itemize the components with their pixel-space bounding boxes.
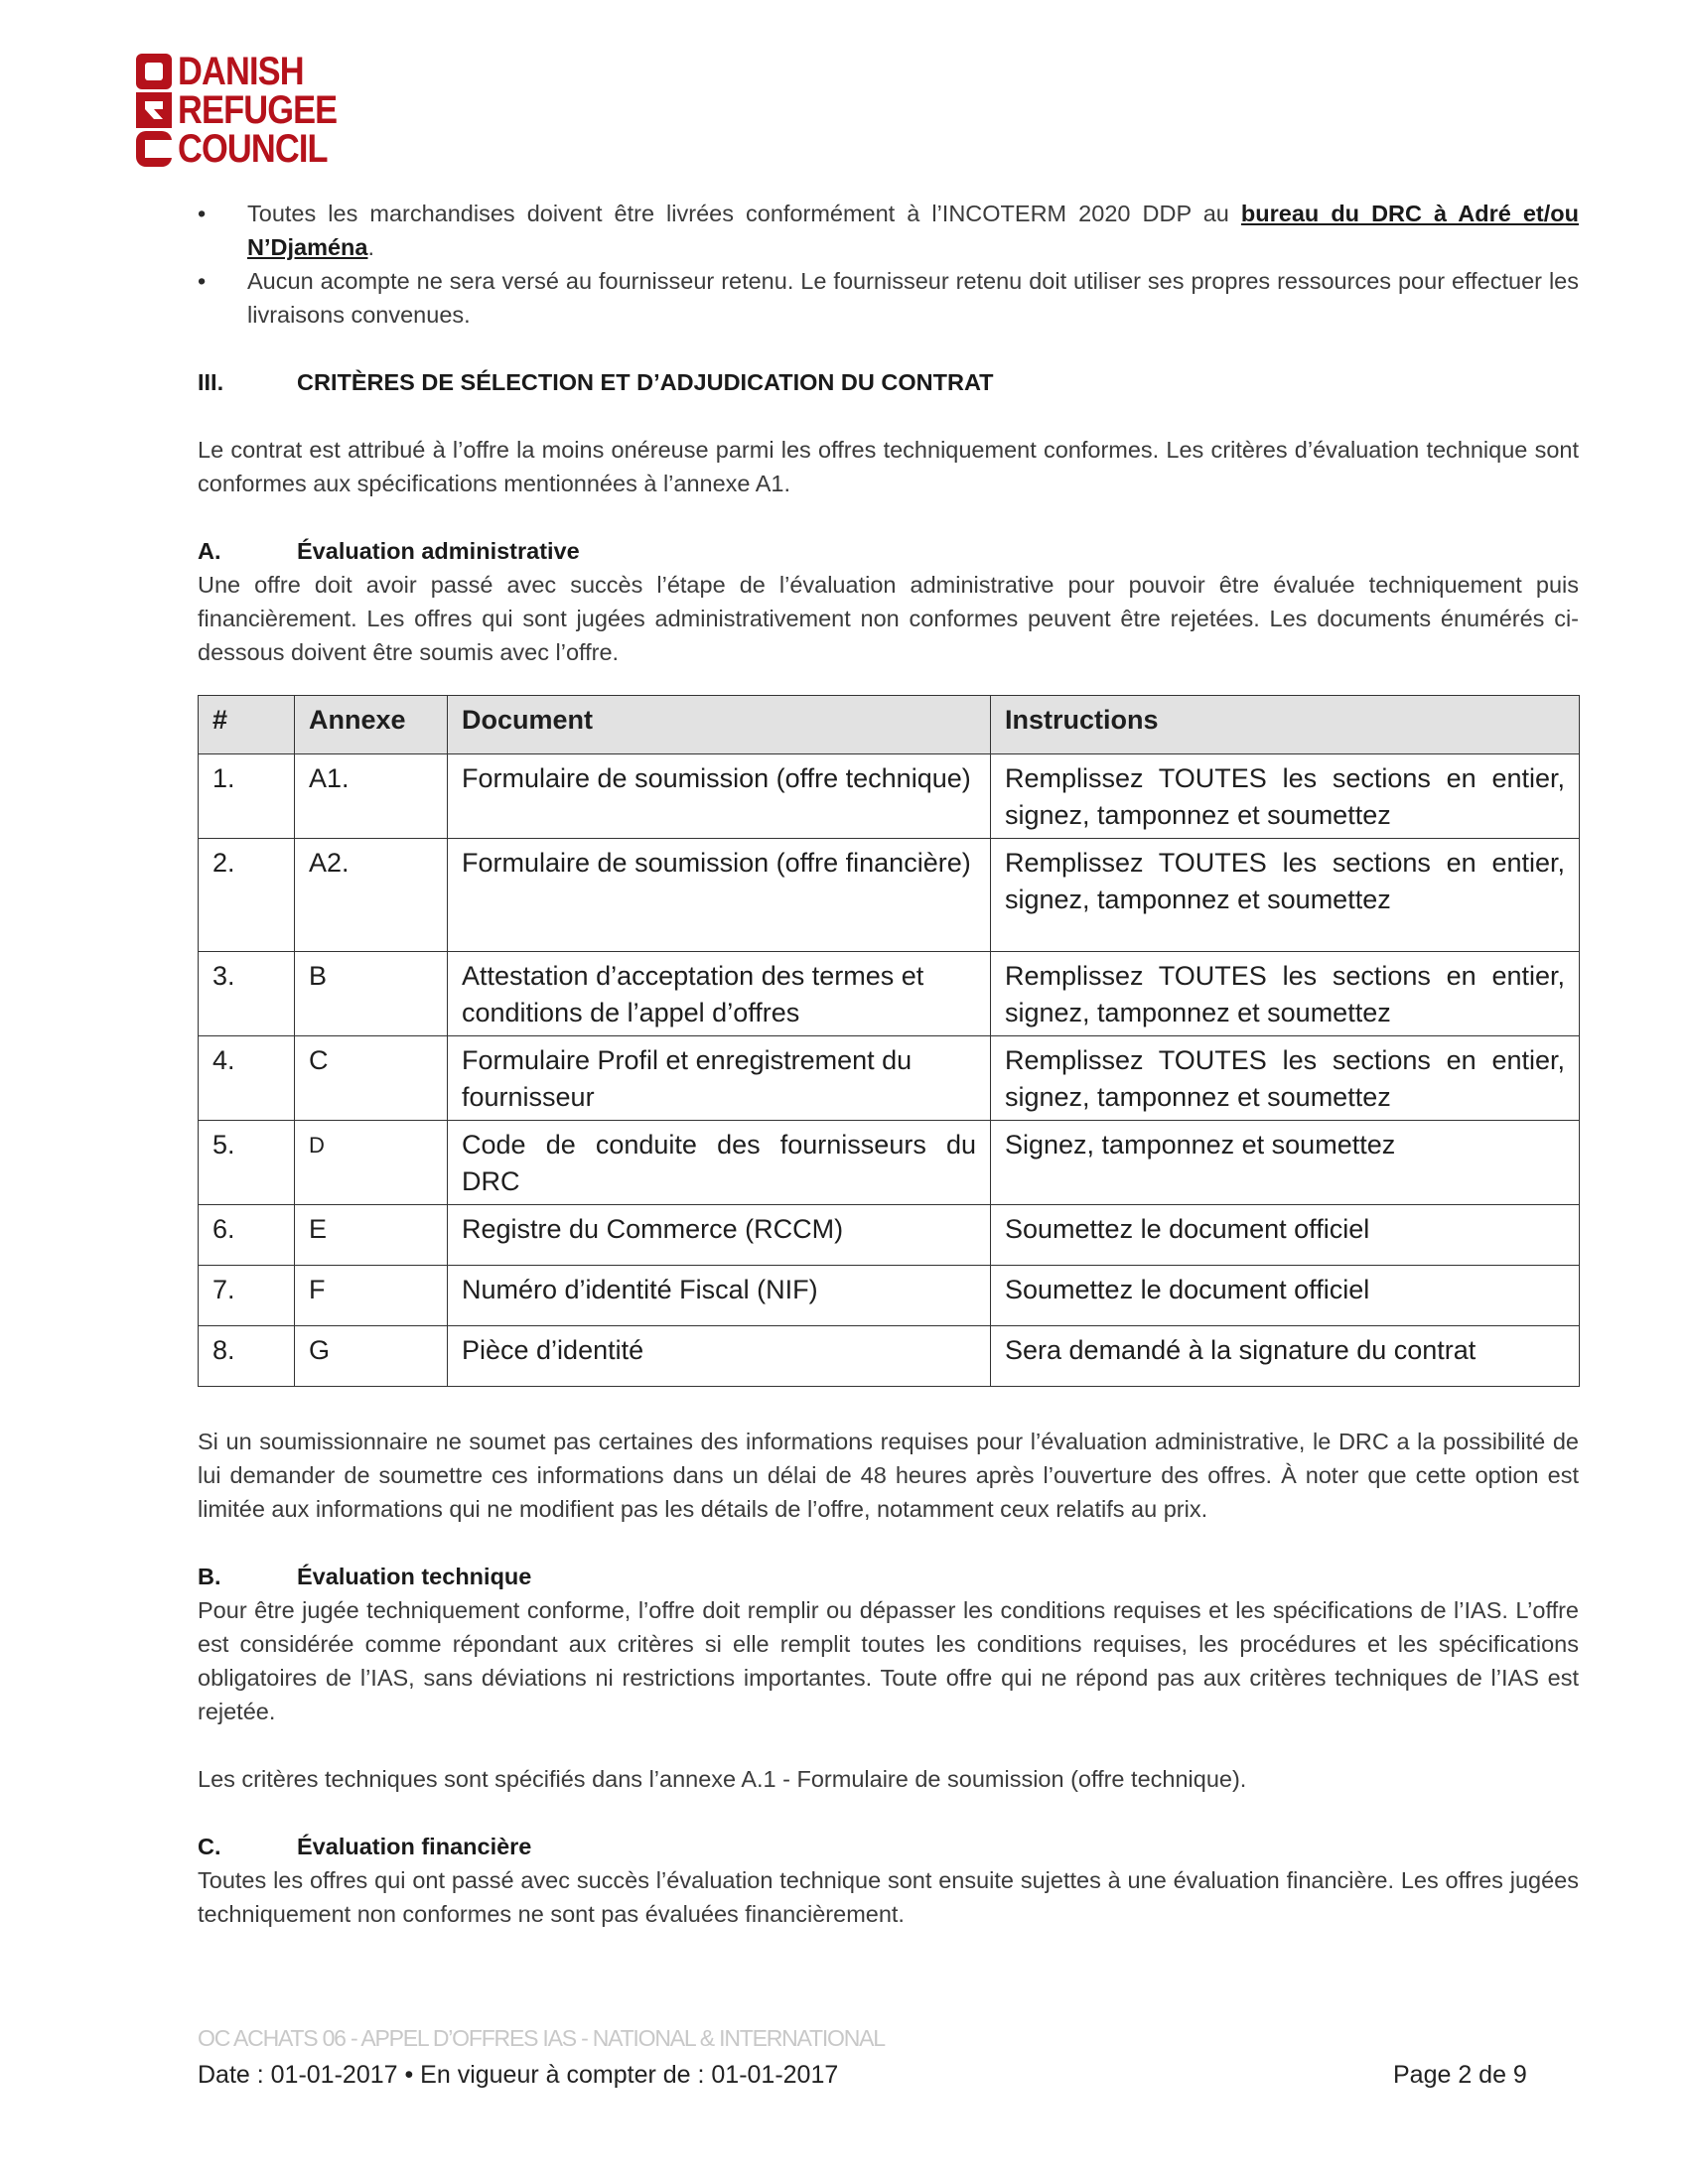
footer-doc-reference: OC ACHATS 06 - APPEL D’OFFRES IAS - NATIONAL & INTERNATIONAL	[198, 2025, 885, 2051]
section-b-note: Les critères techniques sont spécifiés dans l’annexe A.1 - Formulaire de soumission (offre technique).	[198, 1766, 1247, 1792]
delivery-location: bureau du DRC à Adré et/ou N’Djaména	[247, 201, 1579, 260]
bullet-delivery-text: Toutes les marchandises doivent être livrées conformément à l’INCOTERM 2020 DDP au	[247, 201, 1241, 226]
row-number: 7.	[199, 1266, 295, 1326]
row-instructions: Soumettez le document officiel	[991, 1266, 1580, 1326]
bullet-delivery-tail: .	[367, 234, 374, 260]
row-document: Registre du Commerce (RCCM)	[448, 1205, 991, 1266]
section-c-title: Évaluation financière	[297, 1834, 532, 1859]
table-row	[199, 952, 1580, 1036]
drc-logo	[132, 52, 341, 169]
row-document: Numéro d’identité Fiscal (NIF)	[448, 1266, 991, 1326]
row-number: 1.	[199, 754, 295, 839]
row-document: Formulaire Profil et enregistrement du fournisseur	[448, 1036, 991, 1121]
row-instructions: Soumettez le document officiel	[991, 1205, 1580, 1266]
section-c-body: Toutes les offres qui ont passé avec succès l’évaluation technique sont ensuite sujettes à une évaluation financière. Les offres jugées techniquement non conformes ne sont pas évaluées financièrement.	[198, 1867, 1579, 1927]
drc-logo-mark	[132, 52, 176, 169]
row-annex: D	[295, 1121, 448, 1205]
section-a-heading	[198, 534, 1579, 568]
section-iii-title: CRITÈRES DE SÉLECTION ET D’ADJUDICATION DU CONTRAT	[297, 369, 994, 395]
header-number: #	[199, 696, 295, 754]
section-b-number: B.	[198, 1564, 221, 1589]
row-number: 6.	[199, 1205, 295, 1266]
section-b-title: Évaluation technique	[297, 1564, 532, 1589]
table-row	[199, 1121, 1580, 1205]
row-document: Pièce d’identité	[448, 1326, 991, 1387]
after-table-note: Si un soumissionnaire ne soumet pas certaines des informations requises pour l’évaluation administrative, le DRC a la possibilité de lui demander de soumettre ces informations dans un délai de 48 heures après l’ouverture des offres. À noter que cette option est limitée aux informations qui ne modifient pas les détails de l’offre, notamment ceux relatifs au prix.	[198, 1429, 1579, 1522]
logo-word-danish: DANISH	[178, 50, 304, 93]
row-annex: A1.	[295, 754, 448, 839]
section-c-number: C.	[198, 1834, 221, 1859]
footer-date-line: Date : 01-01-2017 • En vigueur à compter de : 01-01-2017	[198, 2061, 839, 2089]
table-row	[199, 754, 1580, 839]
row-annex: C	[295, 1036, 448, 1121]
table-header-row	[199, 696, 1580, 754]
row-annex: E	[295, 1205, 448, 1266]
logo-word-council: COUNCIL	[178, 127, 328, 171]
section-b-body: Pour être jugée techniquement conforme, l’offre doit remplir ou dépasser les conditions requises et les spécifications de l’IAS. L’offre est considérée comme répondant aux critères si elle remplit toutes les conditions requises, les procédures et les spécifications obligatoires de l’IAS, sans déviations ni restrictions importantes. Toute offre qui ne répond pas aux critères techniques de l’IAS est rejetée.	[198, 1597, 1579, 1724]
required-documents-table	[198, 695, 1580, 1387]
section-b-heading	[198, 1560, 1579, 1593]
row-instructions: Remplissez TOUTES les sections en entier, signez, tamponnez et soumettez	[991, 754, 1580, 839]
section-iii-heading	[198, 365, 1579, 399]
bullet-delivery	[198, 197, 1579, 264]
row-document: Formulaire de soumission (offre technique)	[448, 754, 991, 839]
row-document: Formulaire de soumission (offre financière)	[448, 839, 991, 952]
header-annex: Annexe	[295, 696, 448, 754]
row-instructions: Remplissez TOUTES les sections en entier, signez, tamponnez et soumettez	[991, 839, 1580, 952]
table-row	[199, 1205, 1580, 1266]
bullet-no-advance: • Aucun acompte ne sera versé au fournisseur retenu. Le fournisseur retenu doit utiliser ses propres ressources pour effectuer les livraisons convenues.	[198, 264, 1579, 332]
row-number: 8.	[199, 1326, 295, 1387]
row-number: 4.	[199, 1036, 295, 1121]
table-row	[199, 1266, 1580, 1326]
row-instructions: Signez, tamponnez et soumettez	[991, 1121, 1580, 1205]
section-iii-intro: Le contrat est attribué à l’offre la moins onéreuse parmi les offres techniquement conformes. Les critères d’évaluation technique sont conformes aux spécifications mentionnées à l’annexe A1.	[198, 437, 1579, 496]
logo-word-refugee: REFUGEE	[178, 88, 338, 132]
row-annex: B	[295, 952, 448, 1036]
row-number: 5.	[199, 1121, 295, 1205]
table-row	[199, 839, 1580, 952]
row-number: 3.	[199, 952, 295, 1036]
row-annex: G	[295, 1326, 448, 1387]
table-row	[199, 1326, 1580, 1387]
section-c-heading	[198, 1830, 1579, 1863]
document-body	[198, 197, 1579, 1931]
row-document: Attestation d’acceptation des termes et conditions de l’appel d’offres	[448, 952, 991, 1036]
row-instructions: Remplissez TOUTES les sections en entier, signez, tamponnez et soumettez	[991, 1036, 1580, 1121]
row-document: Code de conduite des fournisseurs du DRC	[448, 1121, 991, 1205]
row-instructions: Remplissez TOUTES les sections en entier, signez, tamponnez et soumettez	[991, 952, 1580, 1036]
footer-page-number: Page 2 de 9	[1393, 2061, 1527, 2089]
section-a-title: Évaluation administrative	[297, 538, 580, 564]
section-a-body: Une offre doit avoir passé avec succès l’étape de l’évaluation administrative pour pouvoir être évaluée techniquement puis financièrement. Les offres qui sont jugées administrativement non conformes peuvent être rejetées. Les documents énumérés ci-dessous doivent être soumis avec l’offre.	[198, 572, 1579, 665]
section-a-number: A.	[198, 538, 221, 564]
row-number: 2.	[199, 839, 295, 952]
row-instructions: Sera demandé à la signature du contrat	[991, 1326, 1580, 1387]
table-row	[199, 1036, 1580, 1121]
section-iii-number: III.	[198, 369, 224, 395]
header-document: Document	[448, 696, 991, 754]
header-instructions: Instructions	[991, 696, 1580, 754]
row-annex: F	[295, 1266, 448, 1326]
row-annex: A2.	[295, 839, 448, 952]
